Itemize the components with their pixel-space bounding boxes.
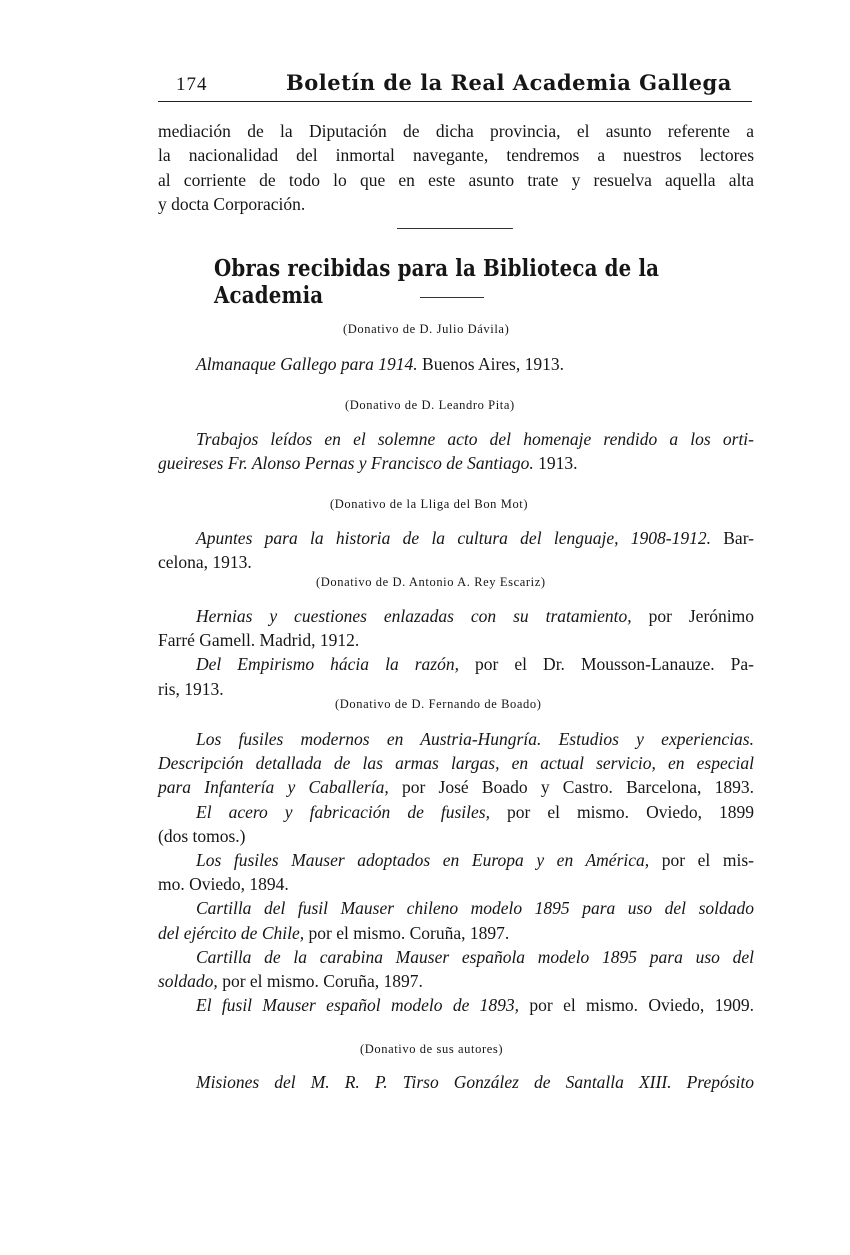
donor-line: (Donativo de D. Leandro Pita) bbox=[345, 398, 515, 412]
entry-details: por José Boado y Castro. Barcelona, 1893. bbox=[388, 777, 755, 798]
bibliography-entry bbox=[158, 604, 754, 701]
donor-line: (Donativo de sus autores) bbox=[360, 1042, 504, 1056]
running-title: Boletín de la Real Academia Gallega bbox=[286, 70, 732, 95]
entry-details: por el mis- bbox=[649, 850, 754, 871]
entry-line bbox=[158, 800, 754, 824]
donor-line: (Donativo de D. Julio Dávila) bbox=[343, 322, 510, 336]
entry-title: Almanaque Gallego para 1914. bbox=[196, 354, 418, 374]
entry-title: gueireses Fr. Alonso Pernas y Francisco de Santiago. bbox=[158, 453, 534, 474]
bibliography-entry bbox=[158, 352, 754, 376]
bibliography-entry bbox=[158, 526, 754, 574]
entry-title: Cartilla de la carabina Mauser española modelo 1895 para uso del bbox=[196, 946, 754, 967]
entry-details: por el mismo. Coruña, 1897. bbox=[304, 922, 510, 943]
entry-title: Descripción detallada de las armas largas, en actual servicio, en especial bbox=[158, 753, 754, 774]
entry-title: El fusil Mauser español modelo de 1893, bbox=[196, 995, 520, 1016]
entry-title: Hernias y cuestiones enlazadas con su tratamiento, bbox=[196, 606, 632, 626]
entry-details: (dos tomos.) bbox=[158, 825, 246, 846]
entry-title: Del Empirismo hácia la razón, bbox=[196, 654, 459, 675]
intro-line: la nacionalidad del inmortal navegante, tendremos a nuestros lectores bbox=[158, 145, 754, 166]
entry-title: El acero y fabricación de fusiles, bbox=[196, 801, 490, 822]
entry-line bbox=[158, 969, 754, 993]
entry-line bbox=[158, 604, 754, 628]
entry-line bbox=[158, 775, 754, 799]
entry-title: Trabajos leídos en el solemne acto del homenaje rendido a los orti- bbox=[196, 429, 754, 449]
entry-line bbox=[158, 352, 754, 376]
separator-rule bbox=[420, 297, 484, 298]
entry-details: por el Dr. Mousson-Lanauze. Pa- bbox=[458, 654, 754, 675]
bibliography-entry bbox=[158, 427, 754, 475]
entry-title: Los fusiles Mauser adoptados en Europa y en América, bbox=[196, 850, 650, 871]
entry-details: Buenos Aires, 1913. bbox=[417, 354, 564, 374]
donor-line: (Donativo de D. Antonio A. Rey Escariz) bbox=[316, 575, 546, 589]
entry-title: soldado, bbox=[158, 971, 218, 992]
intro-line: al corriente de todo lo que en este asunto trate y resuelva aquella alta bbox=[158, 169, 754, 190]
entry-title: Misiones del M. R. P. Tirso González de Santalla XIII. Prepósito bbox=[196, 1072, 754, 1092]
entry-title: Los fusiles modernos en Austria-Hungría. Estudios y experiencias. bbox=[196, 729, 754, 749]
bibliography-entry bbox=[158, 727, 754, 1017]
entry-details: 1913. bbox=[533, 453, 578, 474]
donor-line: (Donativo de la Lliga del Bon Mot) bbox=[330, 497, 529, 511]
entry-details: ris, 1913. bbox=[158, 678, 224, 699]
entry-title: para Infantería y Caballería, bbox=[158, 777, 389, 798]
entry-details: por el mismo. Coruña, 1897. bbox=[217, 971, 423, 992]
entry-title: Cartilla del fusil Mauser chileno modelo 1895 para uso del soldado bbox=[196, 898, 754, 919]
entry-line bbox=[158, 848, 754, 872]
entry-title: Apuntes para la historia de la cultura del lenguaje, 1908-1912. bbox=[196, 528, 711, 548]
page-number: 174 bbox=[176, 74, 208, 95]
entry-line bbox=[158, 993, 754, 1017]
entry-line bbox=[158, 526, 754, 550]
section-title: Obras recibidas para la Biblioteca de la Academia bbox=[214, 255, 660, 309]
entry-details: por Jerónimo bbox=[631, 606, 754, 626]
header-rule bbox=[158, 101, 752, 102]
entry-title: del ejército de Chile, bbox=[158, 922, 305, 943]
entry-details: por el mismo. Oviedo, 1909. bbox=[519, 995, 755, 1016]
entry-line bbox=[158, 652, 754, 676]
separator-rule bbox=[397, 228, 513, 229]
intro-line: y docta Corporación. bbox=[158, 194, 306, 215]
entry-details: celona, 1913. bbox=[158, 552, 252, 573]
entry-details: por el mismo. Oviedo, 1899 bbox=[489, 801, 754, 822]
intro-paragraph bbox=[158, 119, 754, 217]
entry-details: Farré Gamell. Madrid, 1912. bbox=[158, 630, 360, 651]
entry-line bbox=[158, 451, 754, 475]
donor-line: (Donativo de D. Fernando de Boado) bbox=[335, 697, 542, 711]
entry-details: Bar- bbox=[710, 528, 754, 548]
entry-details: mo. Oviedo, 1894. bbox=[158, 874, 289, 895]
bibliography-entry bbox=[158, 1070, 754, 1094]
page-header bbox=[158, 70, 752, 100]
entry-line bbox=[158, 921, 754, 945]
intro-line: mediación de la Diputación de dicha provincia, el asunto referente a bbox=[158, 121, 754, 141]
